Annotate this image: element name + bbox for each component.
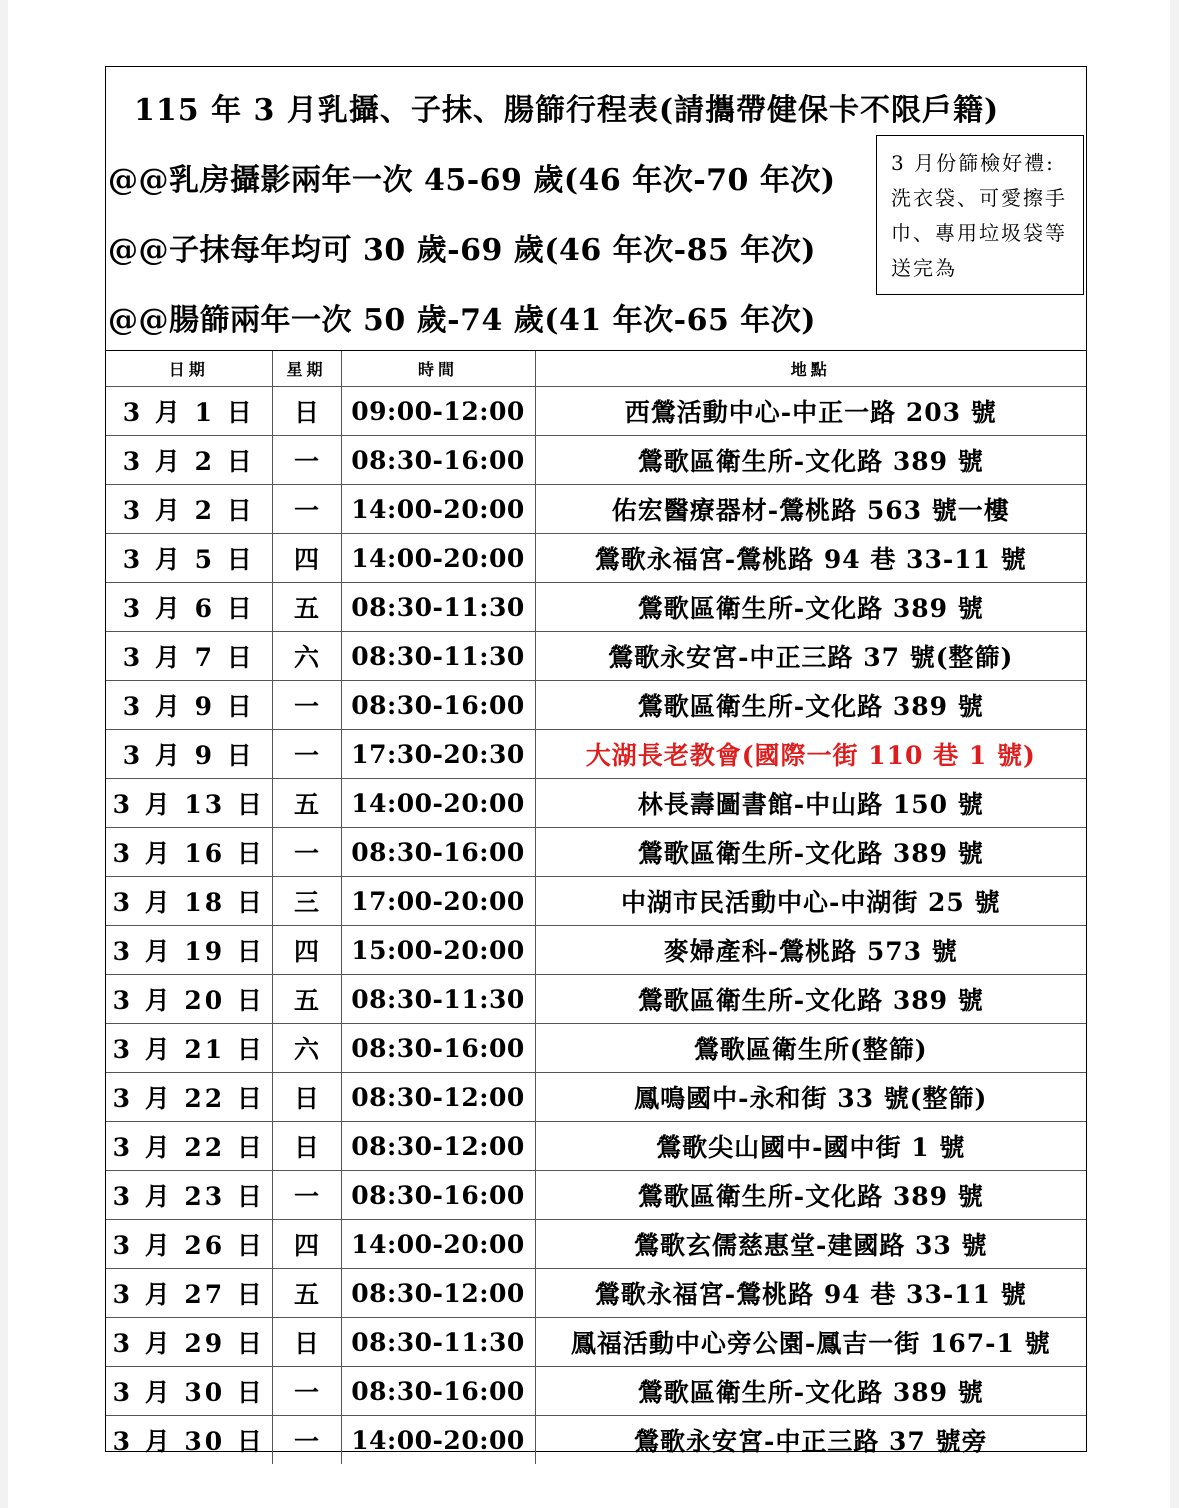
weekday-cell: 六 bbox=[272, 1024, 341, 1073]
weekday-cell: 六 bbox=[272, 632, 341, 681]
weekday-cell: 五 bbox=[272, 779, 341, 828]
time-cell: 14:00-20:00 bbox=[341, 779, 535, 828]
date-cell: 3 月 27 日 bbox=[106, 1269, 272, 1318]
date-cell: 3 月 13 日 bbox=[106, 779, 272, 828]
place-cell: 鶯歌區衛生所-文化路 389 號 bbox=[535, 828, 1086, 877]
table-row bbox=[106, 583, 1086, 632]
place-cell: 鶯歌區衛生所-文化路 389 號 bbox=[535, 583, 1086, 632]
time-cell: 08:30-16:00 bbox=[341, 1367, 535, 1416]
weekday-cell: 一 bbox=[272, 681, 341, 730]
place-cell: 西鶯活動中心-中正一路 203 號 bbox=[535, 387, 1086, 436]
place-cell: 鶯歌永安宮-中正三路 37 號旁 bbox=[535, 1416, 1086, 1465]
time-cell: 08:30-16:00 bbox=[341, 1024, 535, 1073]
time-cell: 17:30-20:30 bbox=[341, 730, 535, 779]
pap-smear-rule: @@子抹每年均可 30 歲-69 歲(46 年次-85 年次) bbox=[108, 233, 817, 268]
date-cell: 3 月 22 日 bbox=[106, 1073, 272, 1122]
weekday-cell: 日 bbox=[272, 1122, 341, 1171]
weekday-cell: 日 bbox=[272, 1073, 341, 1122]
schedule-table bbox=[106, 351, 1086, 1464]
time-cell: 08:30-12:00 bbox=[341, 1122, 535, 1171]
table-row bbox=[106, 1220, 1086, 1269]
date-cell: 3 月 9 日 bbox=[106, 730, 272, 779]
table-row bbox=[106, 779, 1086, 828]
date-cell: 3 月 1 日 bbox=[106, 387, 272, 436]
time-cell: 14:00-20:00 bbox=[341, 1416, 535, 1465]
gift-note-box: 3 月份篩檢好禮:洗衣袋、可愛擦手巾、專用垃圾袋等送完為 bbox=[876, 135, 1084, 295]
table-row bbox=[106, 1171, 1086, 1220]
table-row bbox=[106, 730, 1086, 779]
table-row bbox=[106, 1073, 1086, 1122]
date-cell: 3 月 19 日 bbox=[106, 926, 272, 975]
header-block bbox=[106, 67, 1086, 351]
weekday-cell: 日 bbox=[272, 1318, 341, 1367]
place-cell: 佑宏醫療器材-鶯桃路 563 號一樓 bbox=[535, 485, 1086, 534]
place-cell: 鳳福活動中心旁公園-鳳吉一街 167-1 號 bbox=[535, 1318, 1086, 1367]
document-page bbox=[8, 0, 1170, 1508]
weekday-cell: 五 bbox=[272, 975, 341, 1024]
date-cell: 3 月 23 日 bbox=[106, 1171, 272, 1220]
weekday-cell: 四 bbox=[272, 1220, 341, 1269]
place-cell: 麥婦產科-鶯桃路 573 號 bbox=[535, 926, 1086, 975]
weekday-cell: 四 bbox=[272, 534, 341, 583]
time-cell: 08:30-16:00 bbox=[341, 681, 535, 730]
date-cell: 3 月 30 日 bbox=[106, 1416, 272, 1465]
place-cell: 鶯歌玄儒慈惠堂-建國路 33 號 bbox=[535, 1220, 1086, 1269]
table-row bbox=[106, 975, 1086, 1024]
place-cell: 鶯歌永安宮-中正三路 37 號(整篩) bbox=[535, 632, 1086, 681]
table-row bbox=[106, 681, 1086, 730]
table-header-row bbox=[106, 351, 1086, 387]
place-cell: 鶯歌區衛生所-文化路 389 號 bbox=[535, 1367, 1086, 1416]
schedule-body bbox=[106, 387, 1086, 1465]
time-cell: 09:00-12:00 bbox=[341, 387, 535, 436]
table-row bbox=[106, 828, 1086, 877]
date-cell: 3 月 26 日 bbox=[106, 1220, 272, 1269]
date-cell: 3 月 2 日 bbox=[106, 436, 272, 485]
weekday-cell: 一 bbox=[272, 1171, 341, 1220]
table-row bbox=[106, 1122, 1086, 1171]
place-cell: 林長壽圖書館-中山路 150 號 bbox=[535, 779, 1086, 828]
place-cell: 中湖市民活動中心-中湖街 25 號 bbox=[535, 877, 1086, 926]
weekday-cell: 三 bbox=[272, 877, 341, 926]
place-cell: 鶯歌永福宮-鶯桃路 94 巷 33-11 號 bbox=[535, 1269, 1086, 1318]
date-cell: 3 月 2 日 bbox=[106, 485, 272, 534]
weekday-cell: 五 bbox=[272, 1269, 341, 1318]
time-cell: 17:00-20:00 bbox=[341, 877, 535, 926]
date-cell: 3 月 20 日 bbox=[106, 975, 272, 1024]
table-row bbox=[106, 877, 1086, 926]
table-row bbox=[106, 632, 1086, 681]
column-header-time: 時間 bbox=[341, 351, 535, 387]
table-row bbox=[106, 436, 1086, 485]
weekday-cell: 一 bbox=[272, 485, 341, 534]
table-row bbox=[106, 485, 1086, 534]
time-cell: 08:30-16:00 bbox=[341, 828, 535, 877]
weekday-cell: 五 bbox=[272, 583, 341, 632]
time-cell: 15:00-20:00 bbox=[341, 926, 535, 975]
time-cell: 14:00-20:00 bbox=[341, 1220, 535, 1269]
table-row bbox=[106, 1269, 1086, 1318]
date-cell: 3 月 21 日 bbox=[106, 1024, 272, 1073]
table-row bbox=[106, 1318, 1086, 1367]
date-cell: 3 月 22 日 bbox=[106, 1122, 272, 1171]
table-row bbox=[106, 387, 1086, 436]
place-cell: 鶯歌永福宮-鶯桃路 94 巷 33-11 號 bbox=[535, 534, 1086, 583]
place-cell: 鶯歌區衛生所-文化路 389 號 bbox=[535, 681, 1086, 730]
time-cell: 08:30-16:00 bbox=[341, 436, 535, 485]
place-cell: 鶯歌區衛生所(整篩) bbox=[535, 1024, 1086, 1073]
weekday-cell: 一 bbox=[272, 730, 341, 779]
document-title: 115 年 3 月乳攝、子抹、腸篩行程表(請攜帶健保卡不限戶籍) bbox=[134, 93, 1000, 128]
time-cell: 08:30-16:00 bbox=[341, 1171, 535, 1220]
date-cell: 3 月 5 日 bbox=[106, 534, 272, 583]
place-cell: 鶯歌區衛生所-文化路 389 號 bbox=[535, 1171, 1086, 1220]
colon-screening-rule: @@腸篩兩年一次 50 歲-74 歲(41 年次-65 年次) bbox=[108, 303, 817, 338]
schedule-sheet bbox=[105, 66, 1087, 1456]
table-row bbox=[106, 1024, 1086, 1073]
table-row bbox=[106, 1367, 1086, 1416]
time-cell: 08:30-11:30 bbox=[341, 632, 535, 681]
time-cell: 08:30-11:30 bbox=[341, 583, 535, 632]
place-cell: 鶯歌尖山國中-國中街 1 號 bbox=[535, 1122, 1086, 1171]
date-cell: 3 月 18 日 bbox=[106, 877, 272, 926]
date-cell: 3 月 9 日 bbox=[106, 681, 272, 730]
table-row bbox=[106, 926, 1086, 975]
date-cell: 3 月 7 日 bbox=[106, 632, 272, 681]
weekday-cell: 四 bbox=[272, 926, 341, 975]
weekday-cell: 一 bbox=[272, 828, 341, 877]
weekday-cell: 一 bbox=[272, 436, 341, 485]
date-cell: 3 月 29 日 bbox=[106, 1318, 272, 1367]
time-cell: 14:00-20:00 bbox=[341, 534, 535, 583]
weekday-cell: 一 bbox=[272, 1416, 341, 1465]
time-cell: 14:00-20:00 bbox=[341, 485, 535, 534]
mammography-rule: @@乳房攝影兩年一次 45-69 歲(46 年次-70 年次) bbox=[108, 163, 836, 198]
place-cell: 大湖長老教會(國際一街 110 巷 1 號) bbox=[535, 730, 1086, 779]
place-cell: 鶯歌區衛生所-文化路 389 號 bbox=[535, 975, 1086, 1024]
date-cell: 3 月 6 日 bbox=[106, 583, 272, 632]
date-cell: 3 月 30 日 bbox=[106, 1367, 272, 1416]
time-cell: 08:30-12:00 bbox=[341, 1269, 535, 1318]
date-cell: 3 月 16 日 bbox=[106, 828, 272, 877]
column-header-weekday: 星期 bbox=[272, 351, 341, 387]
place-cell: 鶯歌區衛生所-文化路 389 號 bbox=[535, 436, 1086, 485]
column-header-date: 日期 bbox=[106, 351, 272, 387]
time-cell: 08:30-12:00 bbox=[341, 1073, 535, 1122]
weekday-cell: 日 bbox=[272, 387, 341, 436]
column-header-place: 地點 bbox=[535, 351, 1086, 387]
time-cell: 08:30-11:30 bbox=[341, 1318, 535, 1367]
place-cell: 鳳鳴國中-永和街 33 號(整篩) bbox=[535, 1073, 1086, 1122]
time-cell: 08:30-11:30 bbox=[341, 975, 535, 1024]
table-row bbox=[106, 534, 1086, 583]
table-row bbox=[106, 1416, 1086, 1465]
weekday-cell: 一 bbox=[272, 1367, 341, 1416]
